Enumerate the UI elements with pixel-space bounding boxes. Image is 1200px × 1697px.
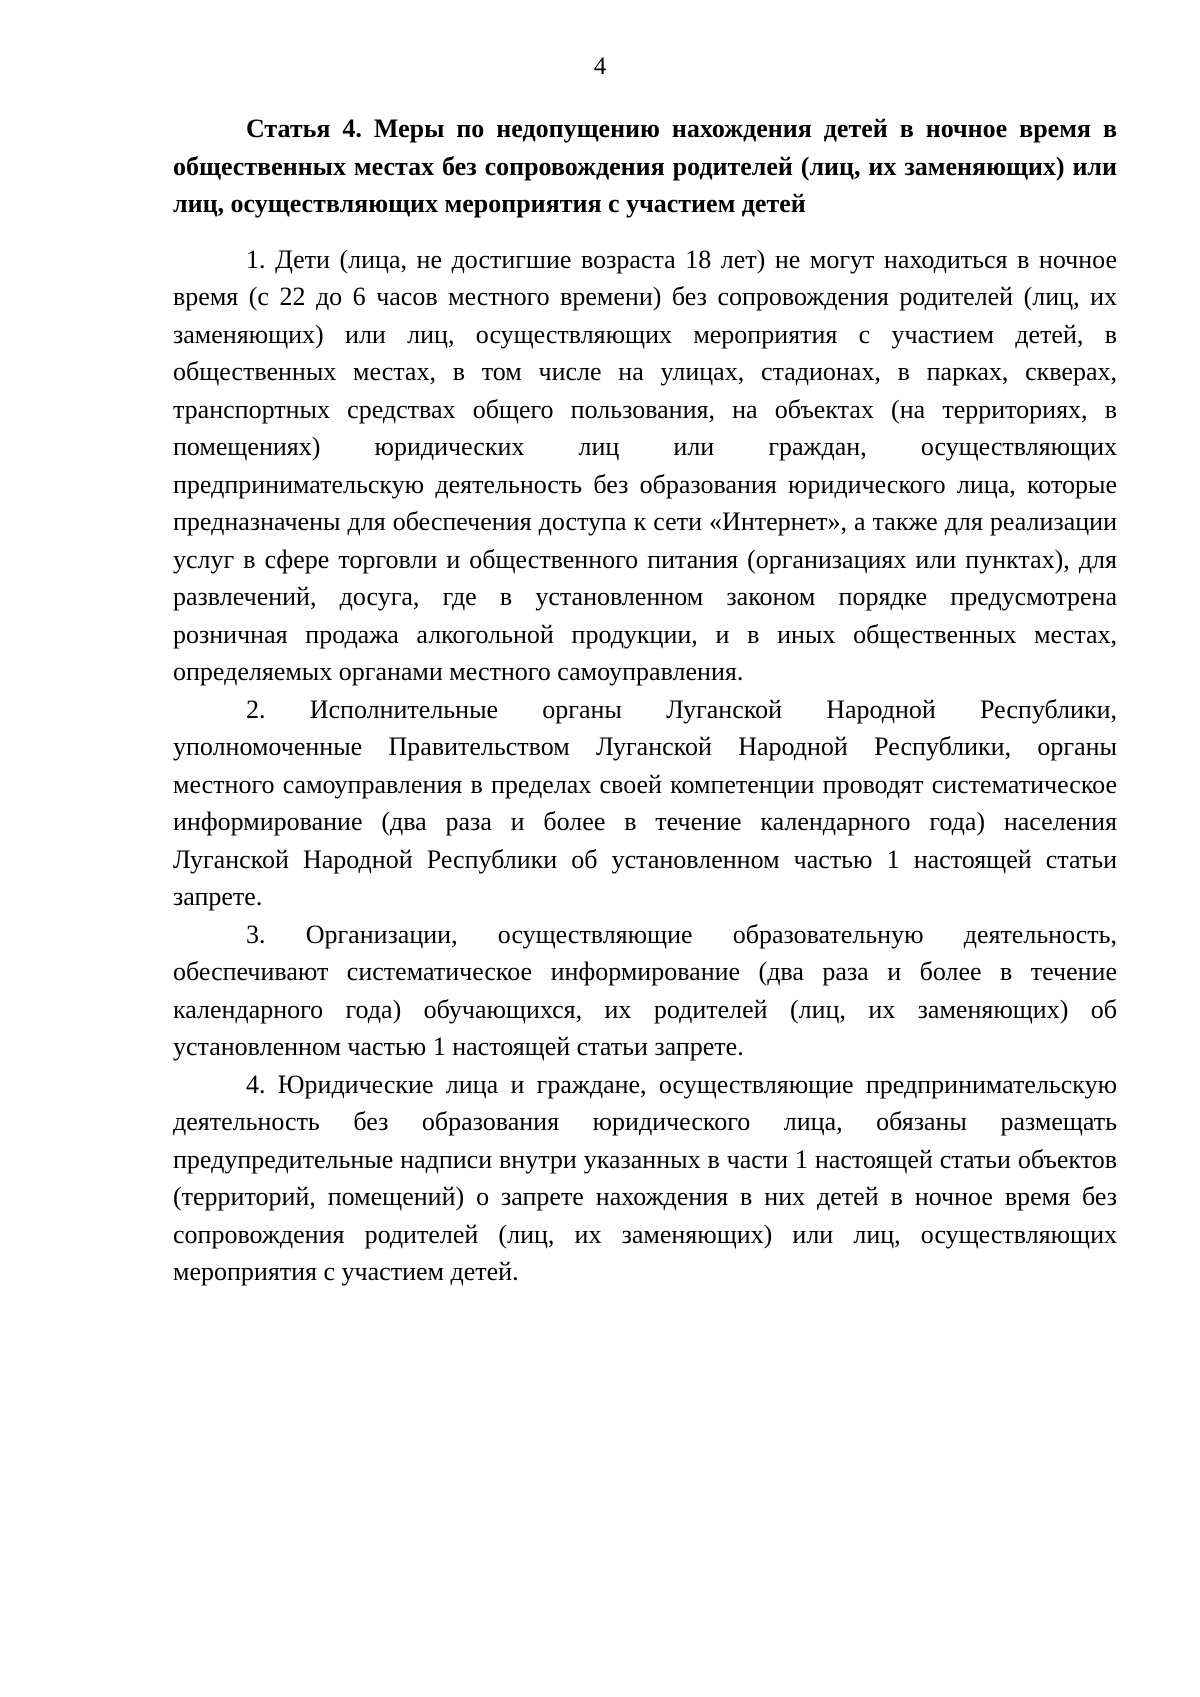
paragraph-3: 3. Организации, осуществляющие образовательную деятельность, обеспечивают систематическое информирование (два раза и более в течение календарного года) обучающихся, их родителей (лиц, их заменяющих) об установленном частью 1 настоящей статьи запрете.	[173, 919, 1117, 1061]
paragraph-2: 2. Исполнительные органы Луганской Народной Республики, уполномоченные Правительством Луганской Народной Республики, органы местного самоуправления в пределах своей компетенции проводят систематическое информирование (два раза и более в течение календарного года) населения Луганской Народной Республики об установленном частью 1 настоящей статьи запрете.	[173, 694, 1117, 911]
paragraph-4: 4. Юридические лица и граждане, осуществляющие предпринимательскую деятельность без образования юридического лица, обязаны размещать предупредительные надписи внутри указанных в части 1 настоящей статьи объектов (территорий, помещений) о запрете нахождения в них детей в ночное время без сопровождения родителей (лиц, их заменяющих) или лиц, осуществляющих мероприятия с участием детей.	[173, 1069, 1117, 1286]
article-title: Статья 4. Меры по недопущению нахождения детей в ночное время в общественных местах без сопровождения родителей (лиц, их заменяющих) или лиц, осуществляющих мероприятия с участием детей	[173, 114, 1117, 218]
paragraph-1: 1. Дети (лица, не достигшие возраста 18 лет) не могут находиться в ночное время (с 22 до 6 часов местного времени) без сопровождения родителей (лиц, их заменяющих) или лиц, осуществляющих мероприятия с участием детей, в общественных местах, в том числе на улицах, стадионах, в парках, скверах, транспортных средствах общего пользования, на объектах (на территориях, в помещениях) юридических лиц или граждан, осуществляющих предпринимательскую деятельность без образования юридического лица, которые предназначены для обеспечения доступа к сети «Интернет», а также для реализации услуг в сфере торговли и общественного питания (организациях или пунктах), для развлечений, досуга, где в установленном законом порядке предусмотрена розничная продажа алкогольной продукции, и в иных общественных местах, определяемых органами местного самоуправления.	[173, 244, 1117, 686]
page-number: 4	[593, 53, 607, 80]
document-body	[173, 110, 1117, 1291]
